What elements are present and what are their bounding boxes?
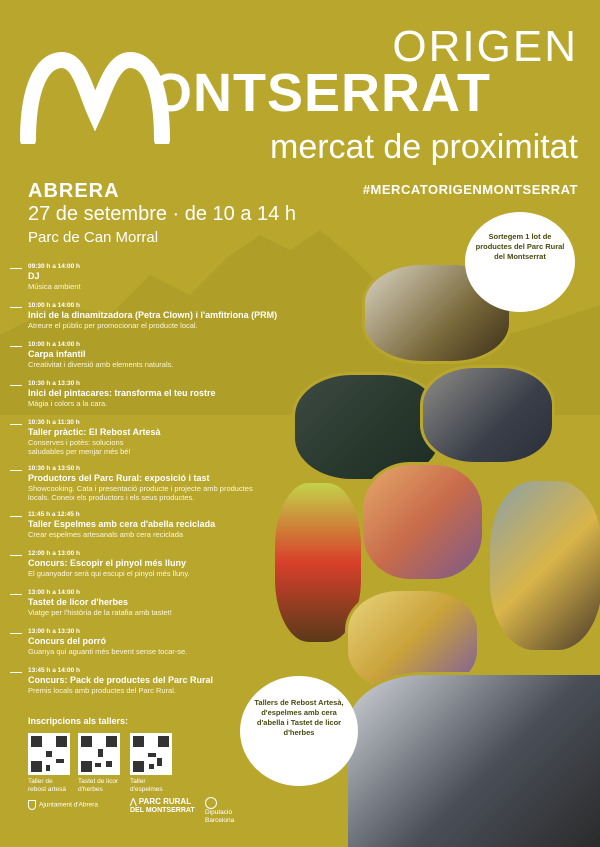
schedule-tick <box>10 385 22 386</box>
qr-label-licor: Tastet de licor d'herbes <box>78 778 119 793</box>
footer-diputacio <box>205 797 234 825</box>
schedule-title: Taller pràctic: El Rebost Artesà <box>28 427 161 437</box>
diputacio-logo-icon <box>205 797 217 809</box>
schedule-title: DJ <box>28 271 40 281</box>
schedule-tick <box>10 268 22 269</box>
schedule-time: 10:30 h a 11:30 h <box>28 419 80 426</box>
schedule-desc: Música ambient <box>28 282 81 291</box>
schedule-title: Concurs: Escopir el pinyol més lluny <box>28 558 187 568</box>
schedule-title: Concurs: Pack de productes del Parc Rural <box>28 675 214 685</box>
diputacio-label-2: Barcelona <box>205 817 235 824</box>
qr-code-rebost[interactable] <box>28 733 70 775</box>
schedule-desc: Atreure el públic per promocionar el producte local. <box>28 321 198 330</box>
event-city: ABRERA <box>28 180 120 202</box>
montserrat-m-logo <box>20 52 170 144</box>
schedule-tick <box>10 672 22 673</box>
schedule-time: 13:00 h a 13:30 h <box>28 628 81 635</box>
schedule-time: 10:30 h a 13:50 h <box>28 465 81 472</box>
schedule-desc: Viatge per l'història de la ratafia amb tastet! <box>28 608 172 617</box>
schedule-time: 11:45 h a 12:45 h <box>28 511 80 518</box>
schedule-tick <box>10 346 22 347</box>
event-place: Parc de Can Morral <box>28 229 159 246</box>
schedule-title: Taller Espelmes amb cera d'abella reciclada <box>28 519 216 529</box>
workshops-bubble <box>240 676 358 786</box>
abrera-shield-icon <box>28 800 36 810</box>
schedule-title: Inici de la dinamitzadora (Petra Clown) i l'amfitriona (PRM) <box>28 310 278 320</box>
photo-producers <box>420 365 555 465</box>
photo-facepaint <box>360 462 485 582</box>
hashtag: #MERCATORIGENMONTSERRAT <box>362 182 578 197</box>
schedule-title: Concurs del porró <box>28 636 107 646</box>
raffle-text: Sortegem 1 lot de productes del Parc Rural del Montserrat <box>475 232 565 261</box>
schedule-time: 10:00 h a 14:00 h <box>28 302 81 309</box>
schedule-title: Carpa infantil <box>28 349 86 359</box>
schedule-time: 10:30 h a 13:30 h <box>28 380 81 387</box>
brand-montserrat: ONTSERRAT <box>150 63 491 123</box>
schedule-tick <box>10 470 22 471</box>
schedule-desc: Màgia i colors a la cara. <box>28 399 108 408</box>
schedule-tick <box>10 516 22 517</box>
diputacio-label-1: Diputació <box>205 809 233 816</box>
schedule-desc: Guanya qui aguanti més bevent sense tocar-se. <box>28 647 188 656</box>
schedule-tick <box>10 555 22 556</box>
qr-label-rebost: Taller de rebost artesà <box>28 778 66 793</box>
schedule-tick <box>10 594 22 595</box>
schedule-time: 13:00 h a 14:00 h <box>28 589 81 596</box>
schedule-desc: El guanyador serà qui escupi el pinyol més lluny. <box>28 569 190 578</box>
schedule-tick <box>10 307 22 308</box>
schedule-tick <box>10 424 22 425</box>
schedule-title: Productors del Parc Rural: exposició i tast <box>28 473 210 483</box>
brand-origen: ORIGEN <box>392 22 578 71</box>
schedule-tick <box>10 633 22 634</box>
qr-code-licor[interactable] <box>78 733 120 775</box>
event-date: 27 de setembre · de 10 a 14 h <box>28 203 296 225</box>
photo-market <box>345 672 600 847</box>
raffle-bubble <box>465 212 575 312</box>
abrera-label: Ajuntament d'Abrera <box>39 801 99 809</box>
schedule-time: 10:00 h a 14:00 h <box>28 341 81 348</box>
parc-label-1: PARC RURAL <box>138 797 192 806</box>
footer-parc <box>130 797 195 815</box>
inscriptions-title: Inscripcions als tallers: <box>28 716 129 726</box>
schedule-desc: Showcooking. Cata i presentació producte i projecte amb productes locals. Coneix els productors i els seus productes. <box>28 484 253 502</box>
qr-code-espelmes[interactable] <box>130 733 172 775</box>
workshops-text: Tallers de Rebost Artesà, d'espelmes amb cera d'abella i Tastet de licor d'herbes <box>254 698 344 737</box>
schedule-item <box>10 340 350 369</box>
schedule-title: Tastet de licor d'herbes <box>28 597 129 607</box>
schedule-desc: Conserves i potès: solucions saludables per menjar més bé! <box>28 438 131 456</box>
subtitle: mercat de proximitat <box>270 128 578 166</box>
parc-m-icon: ⋀ <box>130 797 139 806</box>
schedule-time: 12:00 h a 13:00 h <box>28 550 81 557</box>
schedule-item <box>10 262 350 291</box>
qr-label-espelmes: Taller d'espelmes <box>130 778 163 793</box>
parc-label-2: DEL MONTSERRAT <box>130 807 195 814</box>
schedule-title: Inici del pintacares: transforma el teu rostre <box>28 388 216 398</box>
footer-abrera <box>28 800 98 810</box>
schedule-item <box>10 301 350 330</box>
schedule-time: 09:30 h a 14:00 h <box>28 263 81 270</box>
photo-clowns <box>487 478 600 653</box>
schedule-desc: Premis locals amb productes del Parc Rural. <box>28 686 176 695</box>
schedule-desc: Crear espelmes artesanals amb cera reciclada <box>28 530 184 539</box>
schedule-time: 13:45 h a 14:00 h <box>28 667 81 674</box>
schedule-desc: Creativitat i diversió amb elements naturals. <box>28 360 174 369</box>
